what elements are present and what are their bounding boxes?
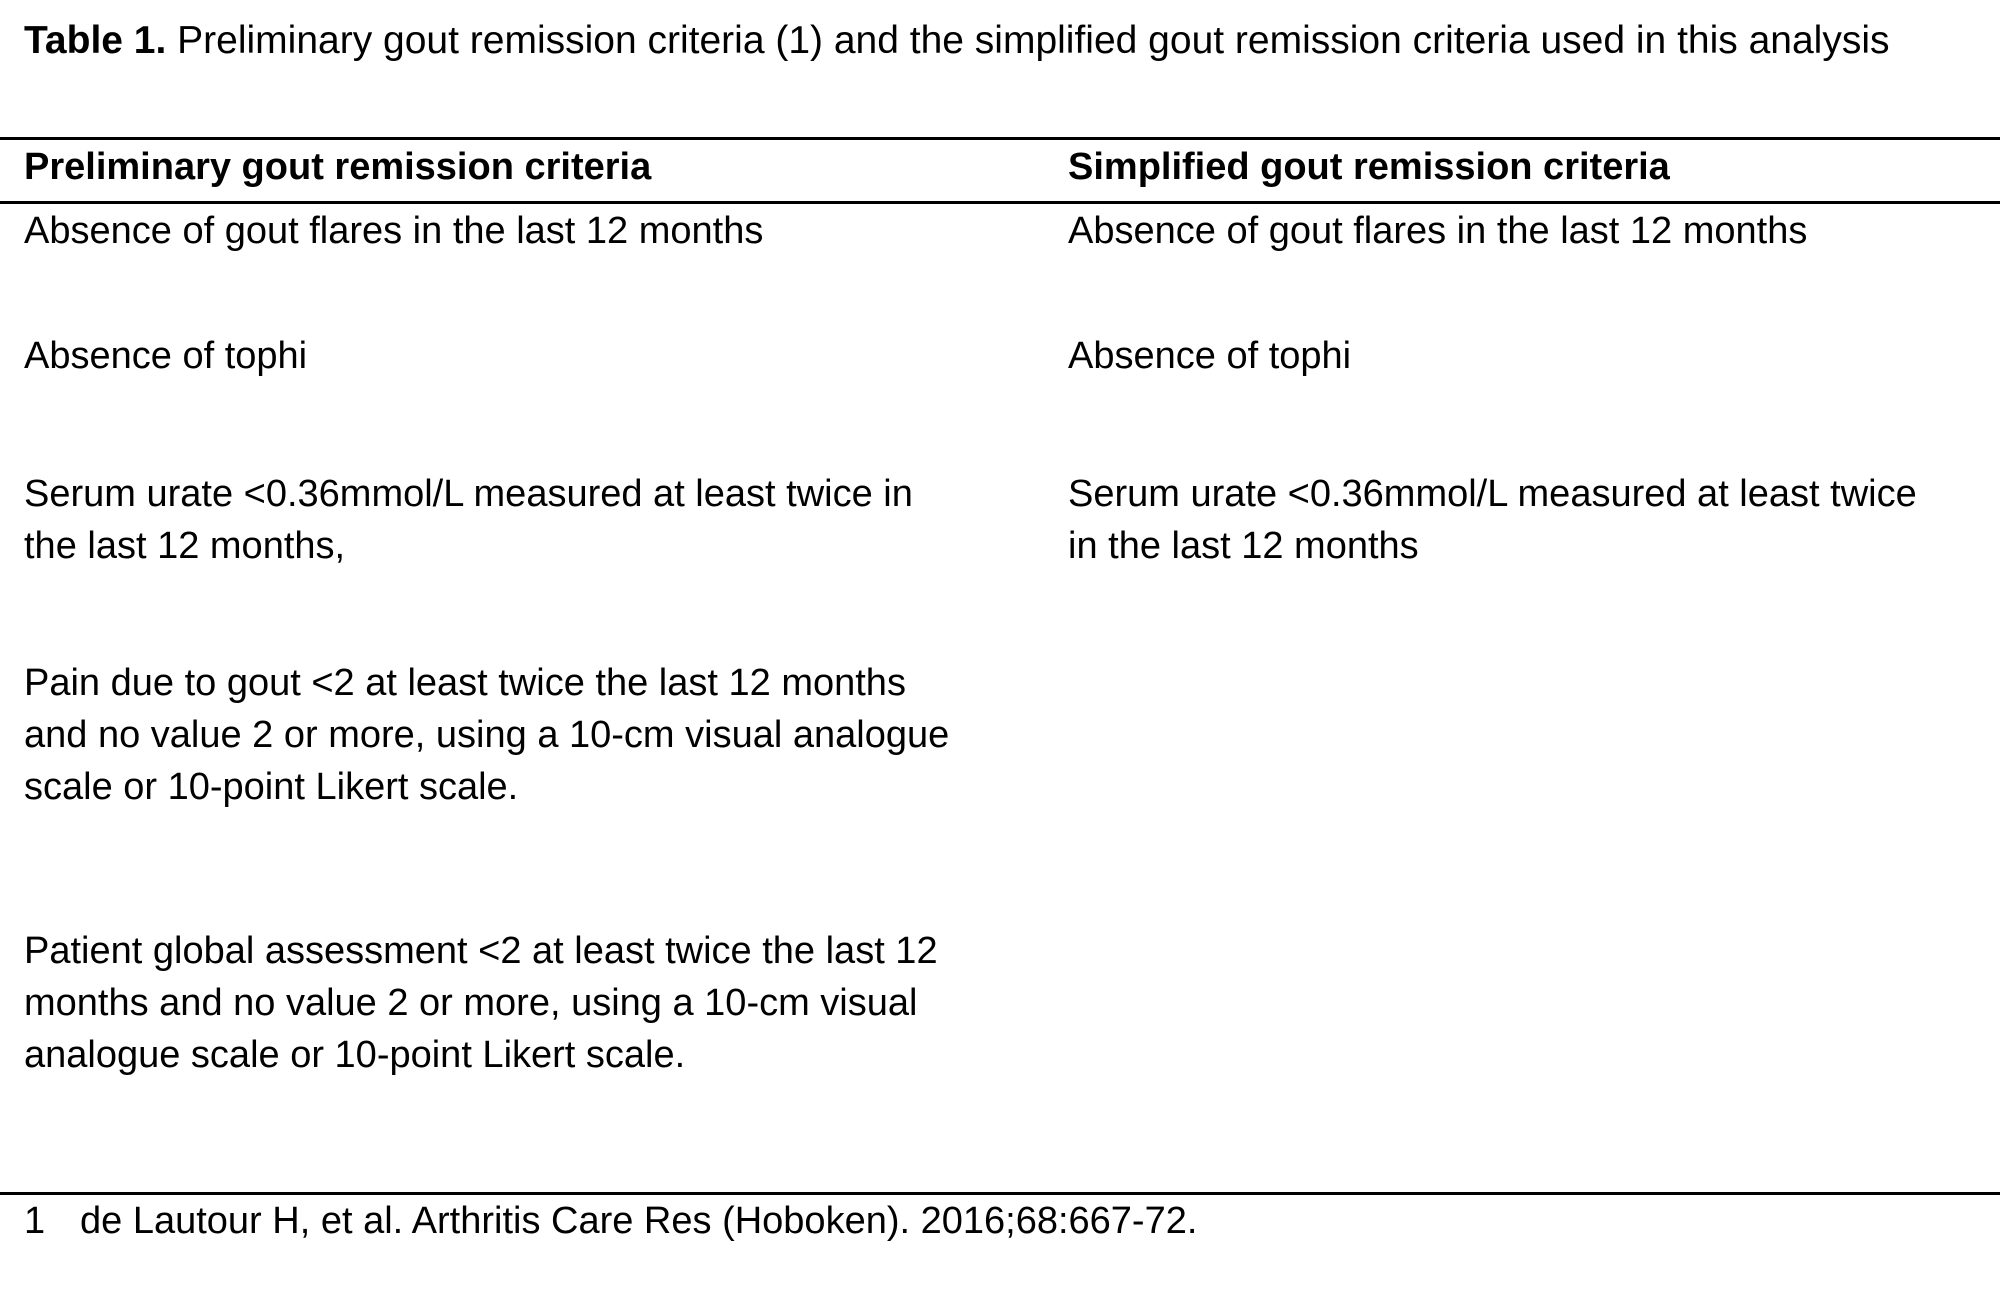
table-cell-simplified-tophi [1068, 330, 1351, 382]
table-cell-simplified-serum-urate [1068, 468, 1917, 572]
cell-line: and no value 2 or more, using a 10-cm visual analogue [24, 714, 950, 756]
table-caption [24, 18, 1890, 64]
column-header-simplified: Simplified gout remission criteria [1068, 146, 1670, 188]
cell-line: months and no value 2 or more, using a 10-cm visual [24, 982, 918, 1024]
table-cell-preliminary-flares [24, 205, 763, 257]
column-header-preliminary: Preliminary gout remission criteria [24, 146, 652, 188]
table-cell-preliminary-tophi [24, 330, 307, 382]
cell-line: Absence of tophi [24, 335, 308, 377]
table-top-rule [0, 137, 2000, 140]
cell-line: analogue scale or 10-point Likert scale. [24, 1034, 686, 1076]
table-cell-preliminary-global-assessment [24, 925, 938, 1081]
footnote-number: 1 [24, 1200, 46, 1242]
table-cell-preliminary-serum-urate [24, 468, 913, 572]
cell-line: scale or 10-point Likert scale. [24, 766, 519, 808]
table-footnote [24, 1195, 1197, 1247]
table-header-rule [0, 201, 2000, 204]
cell-line: Absence of gout flares in the last 12 months [24, 210, 764, 252]
cell-line: Pain due to gout <2 at least twice the last 12 months [24, 662, 906, 704]
cell-line: Absence of tophi [1068, 335, 1352, 377]
cell-line: Patient global assessment <2 at least twice the last 12 [24, 930, 938, 972]
cell-line: Absence of gout flares in the last 12 months [1068, 210, 1808, 252]
cell-line: Serum urate <0.36mmol/L measured at least twice [1068, 473, 1917, 515]
table-caption-text: Preliminary gout remission criteria (1) and the simplified gout remission criteria used in this analysis [166, 19, 1890, 62]
table-caption-label: Table 1. [24, 19, 167, 62]
table-cell-preliminary-pain [24, 657, 949, 813]
footnote-text: de Lautour H, et al. Arthritis Care Res (Hoboken). 2016;68:667-72. [80, 1200, 1198, 1242]
cell-line: in the last 12 months [1068, 525, 1419, 567]
table-cell-simplified-flares [1068, 205, 1807, 257]
cell-line: Serum urate <0.36mmol/L measured at least twice in [24, 473, 913, 515]
cell-line: the last 12 months, [24, 525, 346, 567]
